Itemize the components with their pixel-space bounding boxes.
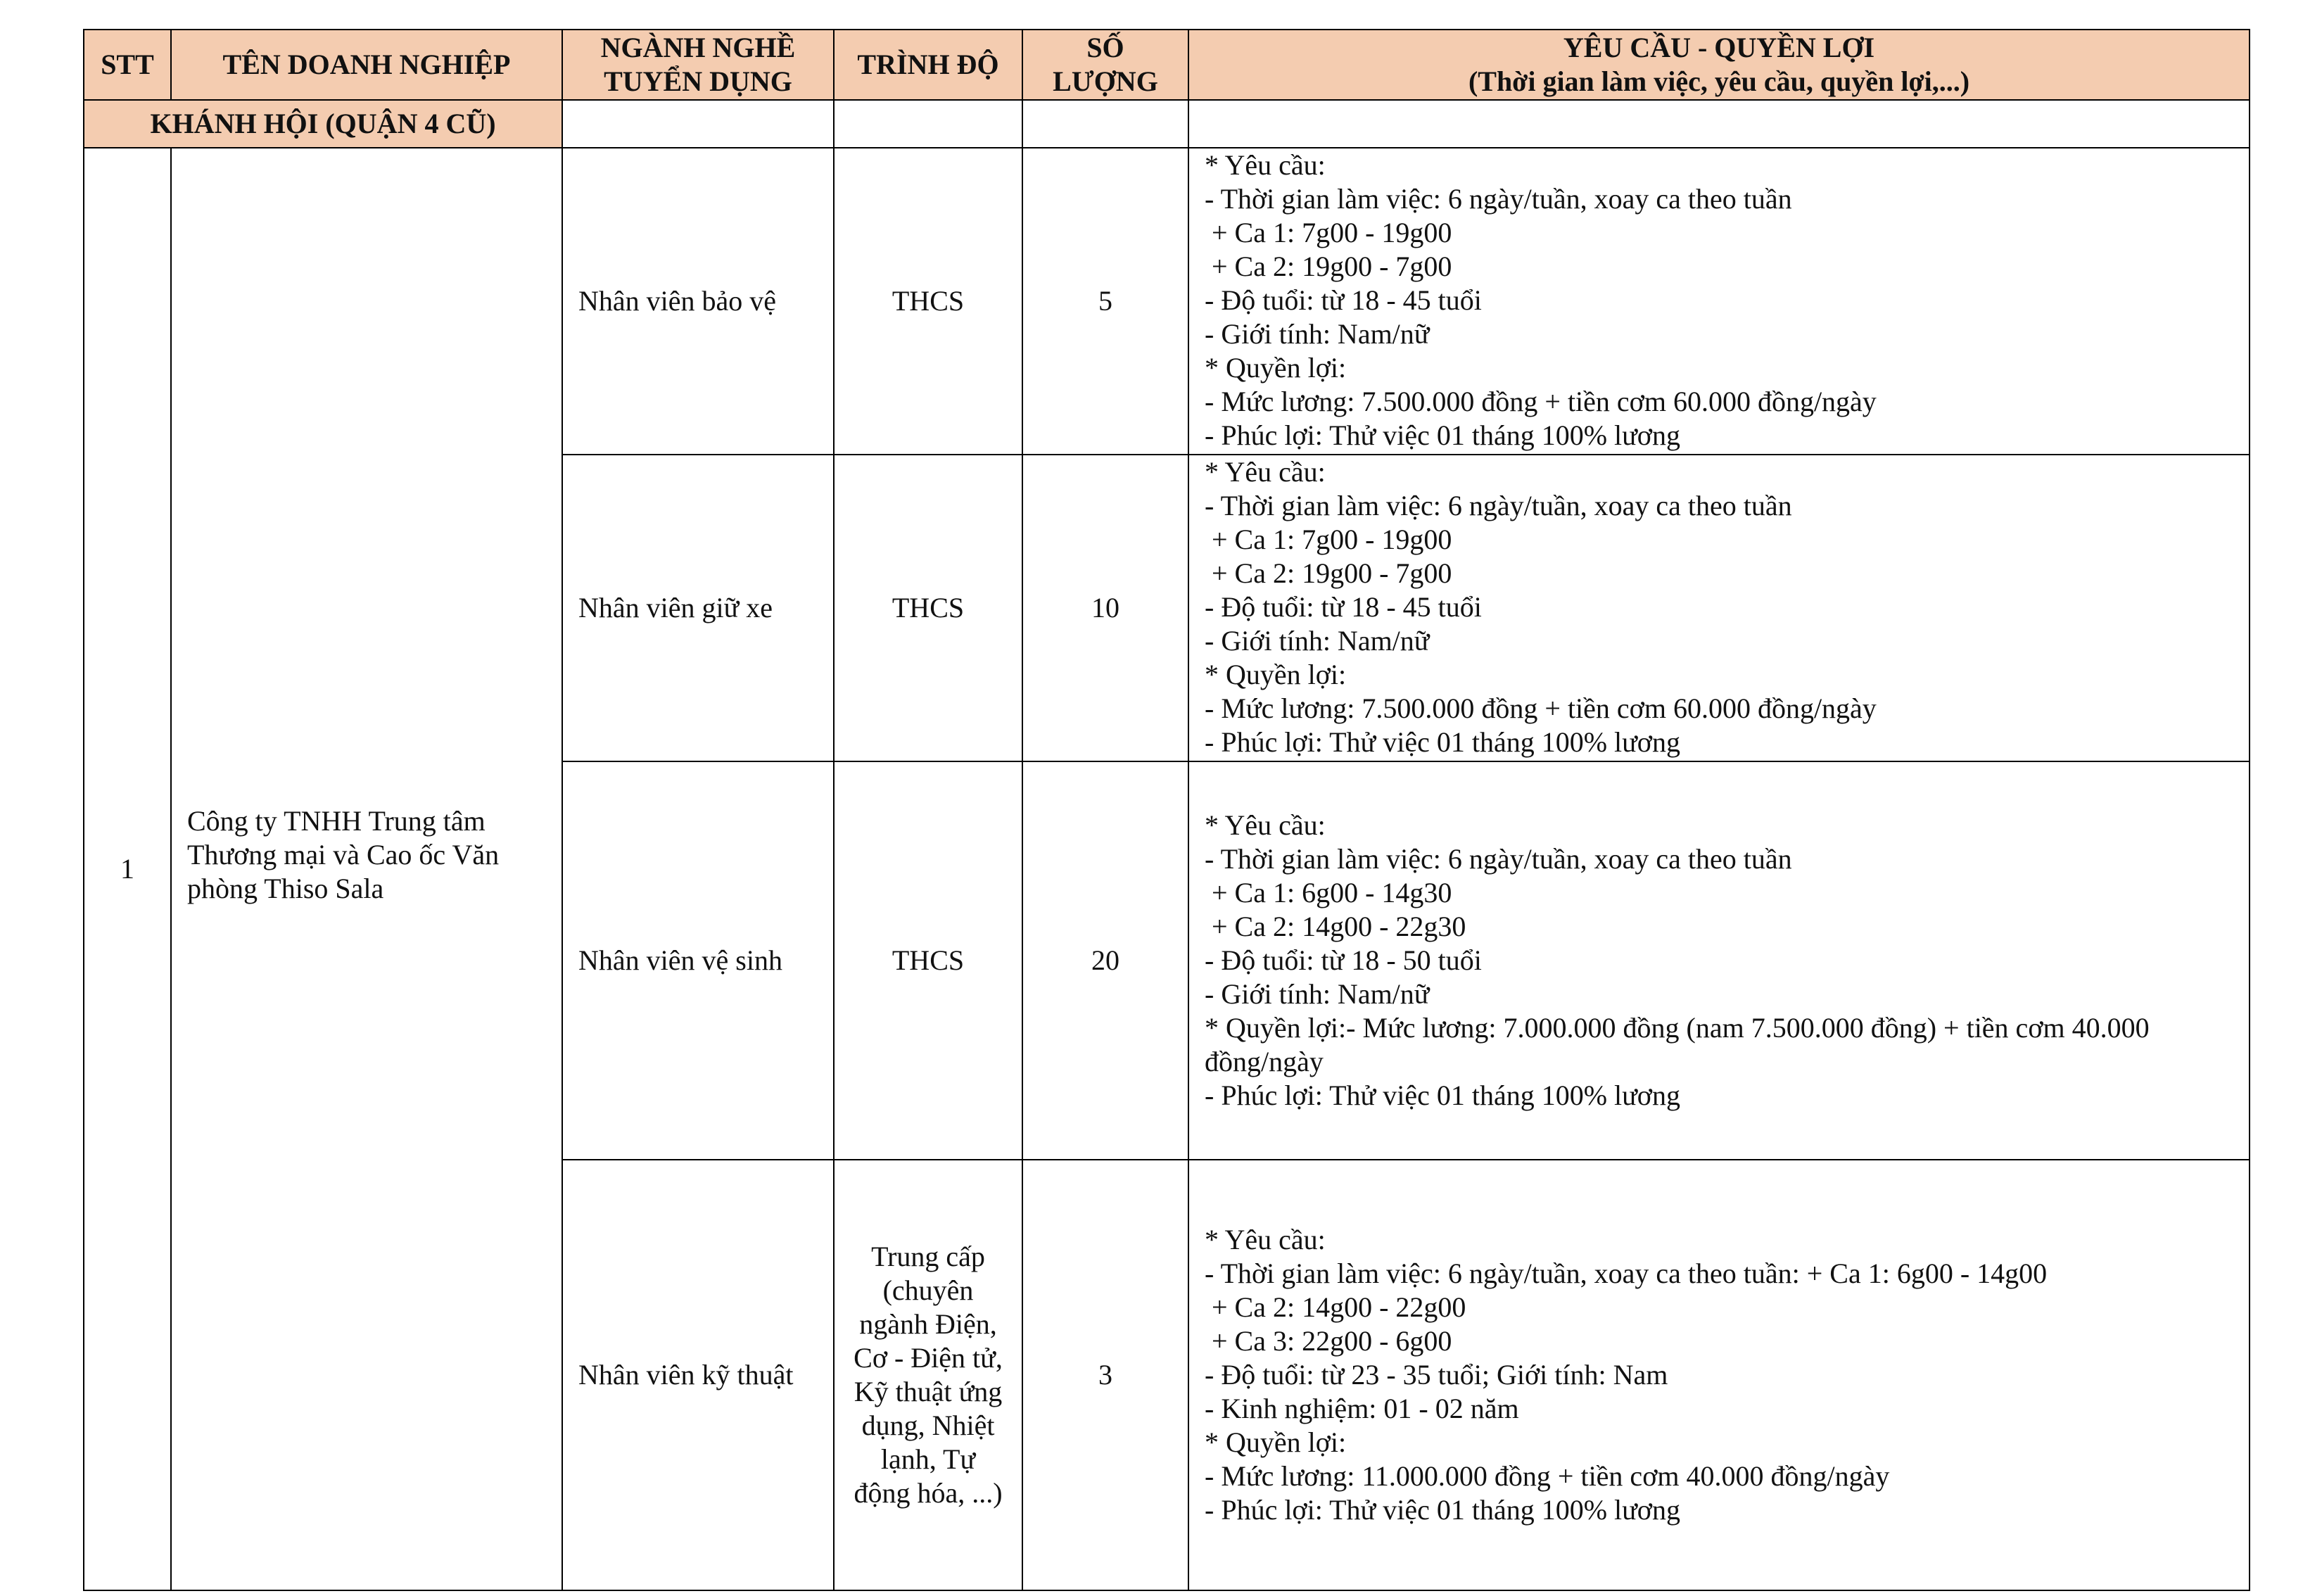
req-line: - Phúc lợi: Thử việc 01 tháng 100% lương [1205, 726, 1680, 758]
req-line: - Kinh nghiệm: 01 - 02 năm [1205, 1393, 1519, 1424]
job-title: Nhân viên giữ xe [562, 455, 834, 761]
level-line: động hóa, ...) [854, 1477, 1003, 1509]
level-line: Kỹ thuật ứng [854, 1376, 1003, 1407]
req-line: + Ca 2: 14g00 - 22g00 [1205, 1291, 1466, 1323]
req-line: - Phúc lợi: Thử việc 01 tháng 100% lương [1205, 1494, 1680, 1526]
section-empty-cell [1022, 100, 1188, 148]
job-qty: 10 [1022, 455, 1188, 761]
job-qty: 20 [1022, 761, 1188, 1160]
req-line: - Mức lương: 7.500.000 đồng + tiền cơm 60.000 đồng/ngày [1205, 692, 1877, 724]
table-row [84, 148, 2250, 455]
header-level: TRÌNH ĐỘ [834, 30, 1022, 100]
company-name-line: Công ty TNHH Trung tâm [187, 805, 486, 837]
header-job-line1: NGÀNH NGHỀ [600, 32, 796, 63]
req-line: - Thời gian làm việc: 6 ngày/tuần, xoay ca theo tuần [1205, 490, 1792, 521]
req-line: * Yêu cầu: [1205, 149, 1326, 181]
level-line: ngành Điện, [859, 1308, 997, 1340]
header-job [562, 30, 834, 100]
header-qty-line2: LƯỢNG [1053, 65, 1158, 97]
req-line: - Giới tính: Nam/nữ [1205, 978, 1430, 1010]
req-line: - Thời gian làm việc: 6 ngày/tuần, xoay ca theo tuần [1205, 183, 1792, 215]
req-line: * Yêu cầu: [1205, 809, 1326, 841]
company-stt: 1 [84, 148, 171, 1590]
req-line: - Độ tuổi: từ 18 - 45 tuổi [1205, 591, 1482, 623]
section-empty-cell [562, 100, 834, 148]
job-requirements [1188, 761, 2250, 1160]
job-requirements [1188, 148, 2250, 455]
level-line: (chuyên [882, 1274, 974, 1306]
req-line: * Quyền lợi: [1205, 1426, 1347, 1458]
job-level: THCS [834, 761, 1022, 1160]
job-level: THCS [834, 455, 1022, 761]
req-line: - Thời gian làm việc: 6 ngày/tuần, xoay ca theo tuần: + Ca 1: 6g00 - 14g00 [1205, 1258, 2048, 1289]
job-listing-table [83, 29, 2250, 1591]
table-header-row [84, 30, 2250, 100]
job-level: THCS [834, 148, 1022, 455]
header-job-line2: TUYỂN DỤNG [604, 65, 792, 97]
job-qty: 3 [1022, 1160, 1188, 1590]
req-line: - Mức lương: 7.500.000 đồng + tiền cơm 60.000 đồng/ngày [1205, 386, 1877, 417]
req-line: - Độ tuổi: từ 18 - 50 tuổi [1205, 944, 1482, 976]
req-line: đồng/ngày [1205, 1046, 1324, 1077]
section-title: KHÁNH HỘI (QUẬN 4 CŨ) [84, 100, 562, 148]
company-name [171, 148, 562, 1590]
job-title: Nhân viên bảo vệ [562, 148, 834, 455]
job-requirements [1188, 455, 2250, 761]
company-name-line: Thương mại và Cao ốc Văn [187, 839, 500, 870]
level-line: Trung cấp [871, 1241, 985, 1272]
job-qty: 5 [1022, 148, 1188, 455]
header-req-line2: (Thời gian làm việc, yêu cầu, quyền lợi,...) [1468, 65, 1970, 97]
req-line: * Quyền lợi: [1205, 659, 1347, 690]
section-empty-cell [1188, 100, 2250, 148]
req-line: - Độ tuổi: từ 18 - 45 tuổi [1205, 284, 1482, 316]
req-line: + Ca 1: 7g00 - 19g00 [1205, 217, 1452, 248]
req-line: + Ca 2: 19g00 - 7g00 [1205, 557, 1452, 589]
job-requirements [1188, 1160, 2250, 1590]
req-line: - Phúc lợi: Thử việc 01 tháng 100% lương [1205, 1079, 1680, 1111]
job-title: Nhân viên kỹ thuật [562, 1160, 834, 1590]
header-req-line1: YÊU CẦU - QUYỀN LỢI [1563, 32, 1875, 63]
req-line: - Độ tuổi: từ 23 - 35 tuổi; Giới tính: Nam [1205, 1359, 1668, 1391]
header-stt: STT [84, 30, 171, 100]
job-level [834, 1160, 1022, 1590]
req-line: * Yêu cầu: [1205, 1224, 1326, 1255]
req-line: * Quyền lợi: [1205, 352, 1347, 384]
level-line: dụng, Nhiệt [861, 1410, 995, 1441]
req-line: * Yêu cầu: [1205, 456, 1326, 488]
section-row [84, 100, 2250, 148]
req-line: - Phúc lợi: Thử việc 01 tháng 100% lương [1205, 419, 1680, 451]
header-requirements [1188, 30, 2250, 100]
req-line: + Ca 2: 19g00 - 7g00 [1205, 251, 1452, 282]
req-line: + Ca 1: 6g00 - 14g30 [1205, 877, 1452, 908]
req-line: - Giới tính: Nam/nữ [1205, 625, 1430, 657]
req-line: + Ca 1: 7g00 - 19g00 [1205, 524, 1452, 555]
header-qty [1022, 30, 1188, 100]
section-empty-cell [834, 100, 1022, 148]
req-line: - Mức lương: 11.000.000 đồng + tiền cơm 40.000 đồng/ngày [1205, 1460, 1890, 1492]
job-title: Nhân viên vệ sinh [562, 761, 834, 1160]
level-line: Cơ - Điện tử, [854, 1342, 1003, 1374]
req-line: - Giới tính: Nam/nữ [1205, 318, 1430, 350]
company-name-line: phòng Thiso Sala [187, 873, 384, 904]
req-line: + Ca 2: 14g00 - 22g30 [1205, 911, 1466, 942]
req-line: - Thời gian làm việc: 6 ngày/tuần, xoay ca theo tuần [1205, 843, 1792, 875]
req-line: + Ca 3: 22g00 - 6g00 [1205, 1325, 1452, 1357]
req-line: * Quyền lợi:- Mức lương: 7.000.000 đồng (nam 7.500.000 đồng) + tiền cơm 40.000 [1205, 1012, 2150, 1044]
level-line: lạnh, Tự [880, 1443, 976, 1475]
header-company: TÊN DOANH NGHIỆP [171, 30, 562, 100]
header-qty-line1: SỐ [1086, 32, 1124, 63]
